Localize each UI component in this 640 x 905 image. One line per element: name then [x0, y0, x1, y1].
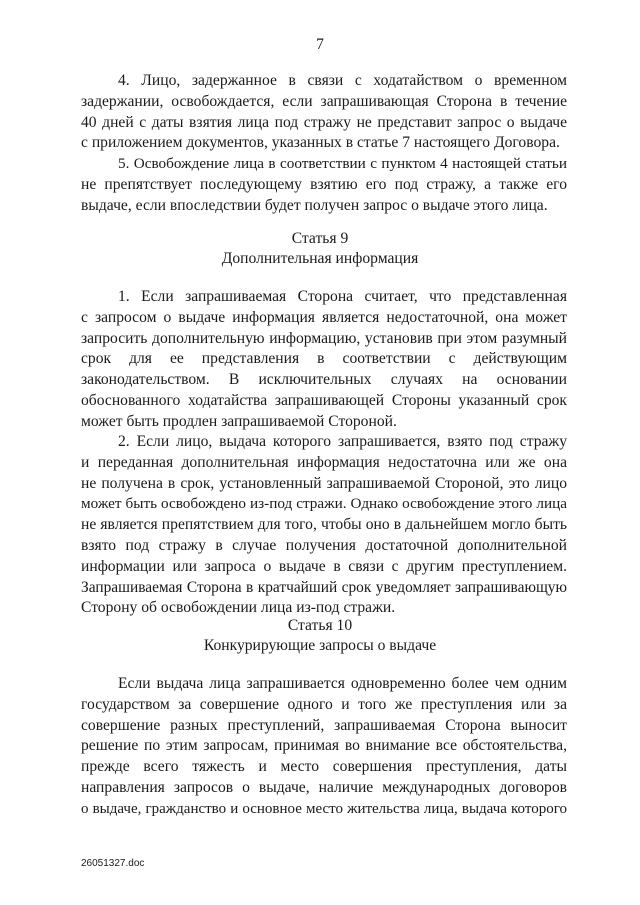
text-line: 5. Освобождение лица в соответствии с пунктом 4 настоящей статьи	[118, 155, 567, 172]
text-line: государством за совершение одного и того же преступления или за	[81, 695, 567, 713]
text-line: информации или запроса о выдаче в связи с другим преступлением.	[81, 557, 567, 575]
text-line: срок для ее представления в соответствии с действующим	[81, 350, 567, 368]
text-line: не препятствует последующему взятию его под стражу, а также его	[81, 175, 567, 193]
article-9-title: Дополнительная информация	[221, 250, 419, 267]
article-9-paragraph-1	[81, 287, 567, 433]
text-line: совершение разных преступлений, запрашиваемая Сторона выносит	[81, 716, 567, 734]
text-line: законодательством. В исключительных случаях на основании	[81, 371, 567, 389]
text-line: взято под стражу в случае получения достаточной дополнительной	[81, 536, 567, 554]
text-line: задержании, освобождается, если запрашивающая Сторона в течение	[81, 92, 567, 110]
page-number: 7	[316, 36, 324, 53]
text-line: решение по этим запросам, принимая во внимание все обстоятельства,	[81, 737, 567, 755]
text-line: 2. Если лицо, выдача которого запрашивается, взято под стражу	[118, 433, 567, 450]
text-line: Сторону об освобождении лица из-под стражи.	[81, 599, 396, 617]
article-10-title: Конкурирующие запросы о выдаче	[203, 637, 437, 654]
footer-filename: 26051327.doc	[81, 858, 145, 869]
text-line: выдаче, если впоследствии будет получен запрос о выдаче этого лица.	[81, 196, 548, 214]
text-line: не получена в срок, установленный запрашиваемой Стороной, это лицо	[81, 474, 567, 492]
text-line: обоснованного ходатайства запрашивающей Стороны указанный срок	[81, 391, 567, 409]
article-9-number: Статья 9	[291, 230, 349, 247]
text-line: и переданная дополнительная информация недостаточна или же она	[81, 453, 567, 471]
text-line: 1. Если запрашиваемая Сторона считает, что представленная	[118, 288, 567, 305]
paragraph-5	[81, 154, 567, 216]
text-line: 40 дней с даты взятия лица под стражу не представит запрос о выдаче	[81, 113, 567, 131]
text-line: может быть продлен запрашиваемой Стороной.	[81, 412, 397, 430]
text-line: 4. Лицо, задержанное в связи с ходатайством о временном	[118, 72, 567, 89]
text-line: с приложением документов, указанных в статье 7 настоящего Договора.	[81, 134, 560, 152]
text-line: о выдаче, гражданство и основное место жительства лица, выдача которого	[81, 800, 567, 817]
text-line: запросить дополнительную информацию, установив при этом разумный	[81, 329, 567, 347]
article-10-paragraph-1	[81, 674, 567, 820]
article-10-number: Статья 10	[287, 617, 353, 634]
text-line: Запрашиваемая Сторона в кратчайший срок уведомляет запрашивающую	[81, 578, 567, 596]
text-line: направления запросов о выдаче, наличие международных договоров	[81, 778, 567, 796]
text-line: может быть освобождено из-под стражи. Однако освобождение этого лица	[81, 495, 567, 513]
article-9-paragraph-2	[81, 432, 567, 619]
text-line: прежде всего тяжесть и место совершения преступления, даты	[81, 758, 567, 776]
paragraph-4	[81, 71, 567, 154]
text-line: Если выдача лица запрашивается одновременно более чем одним	[118, 675, 567, 692]
text-line: с запросом о выдаче информация является недостаточной, она может	[81, 308, 567, 326]
text-line: не является препятствием для того, чтобы оно в дальнейшем могло быть	[81, 516, 567, 534]
